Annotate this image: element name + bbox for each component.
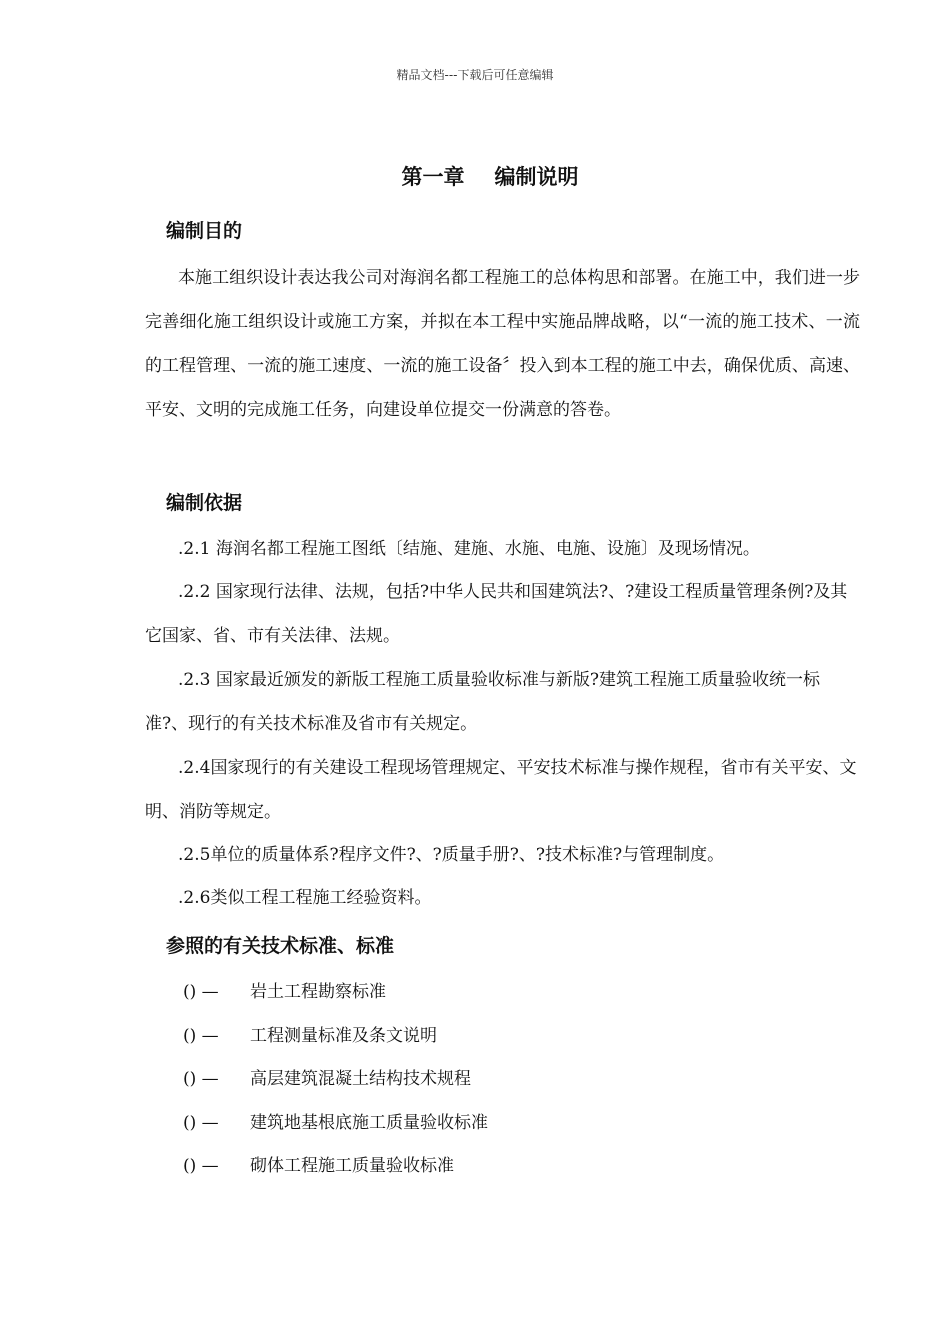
basis-item xyxy=(145,876,860,920)
chapter-name: 编制说明 xyxy=(494,165,579,189)
basis-item-number: .2.1 xyxy=(178,539,211,559)
page-header: 精品文档---下载后可任意编辑 xyxy=(396,68,554,82)
section-heading-basis: 编制依据 xyxy=(166,492,243,514)
list-item xyxy=(183,1149,783,1193)
basis-item-text: 国家现行的有关建设工程现场管理规定、平安技术标准与操作规程，省市有关平安、文明、消防等规定。 xyxy=(145,758,857,822)
basis-item xyxy=(145,570,860,658)
standard-name: 工程测量标准及条文说明 xyxy=(250,1025,437,1046)
basis-item xyxy=(145,658,860,746)
basis-item-text: 海润名都工程施工图纸〔结施、建施、水施、电施、设施〕及现场情况。 xyxy=(210,539,760,559)
list-marker: () — xyxy=(183,1025,219,1046)
chapter-title xyxy=(0,161,950,191)
chapter-label: 第一章 xyxy=(401,165,465,189)
basis-item-text: 国家现行法律、法规，包括?中华人民共和国建筑法?、?建设工程质量管理条例?及其它国家、省、市有关法律、法规。 xyxy=(145,582,848,646)
list-marker: () — xyxy=(183,1069,219,1090)
basis-item-number: .2.3 xyxy=(178,670,211,690)
list-marker: () — xyxy=(183,982,219,1002)
list-marker: () — xyxy=(183,1156,219,1177)
basis-item-number: .2.2 xyxy=(178,582,211,602)
basis-item-number: .2.4 xyxy=(178,758,211,778)
basis-item-number: .2.5 xyxy=(178,845,211,865)
list-item xyxy=(183,1106,783,1150)
standard-name: 砌体工程施工质量验收标准 xyxy=(250,1156,454,1177)
section-heading-standards: 参照的有关技术标准、标准 xyxy=(166,935,395,957)
list-marker: () — xyxy=(183,1112,219,1133)
list-item xyxy=(183,975,783,1019)
purpose-paragraph: 本施工组织设计表达我公司对海润名都工程施工的总体构思和部署。在施工中，我们进一步完善细化施工组织设计或施工方案，并拟在本工程中实施品牌战略，以“一流的施工技术、一流的工程管理、一流的施工速度、一流的施工设备〞投入到本工程的施工中去，确保优质、高速、平安、文明的完成施工任务，向建设单位提交一份满意的答卷。 xyxy=(145,268,860,420)
list-item xyxy=(183,1019,783,1063)
standard-name: 高层建筑混凝土结构技术规程 xyxy=(250,1069,471,1090)
basis-item-text: 类似工程工程施工经验资料。 xyxy=(210,888,432,908)
standards-list xyxy=(183,975,783,1193)
standard-name: 岩土工程勘察标准 xyxy=(250,982,386,1002)
standard-name: 建筑地基根底施工质量验收标准 xyxy=(250,1112,488,1133)
basis-item xyxy=(145,527,860,571)
basis-item xyxy=(145,833,860,877)
basis-item-text: 单位的质量体系?程序文件?、?质量手册?、?技术标准?与管理制度。 xyxy=(210,845,725,865)
basis-item xyxy=(145,746,860,834)
basis-item-text: 国家最近颁发的新版工程施工质量验收标准与新版?建筑工程施工质量验收统一标准?、现行的有关技术标准及省市有关规定。 xyxy=(145,670,820,734)
list-item xyxy=(183,1062,783,1106)
basis-item-number: .2.6 xyxy=(178,888,211,908)
section-heading-purpose: 编制目的 xyxy=(166,220,243,242)
